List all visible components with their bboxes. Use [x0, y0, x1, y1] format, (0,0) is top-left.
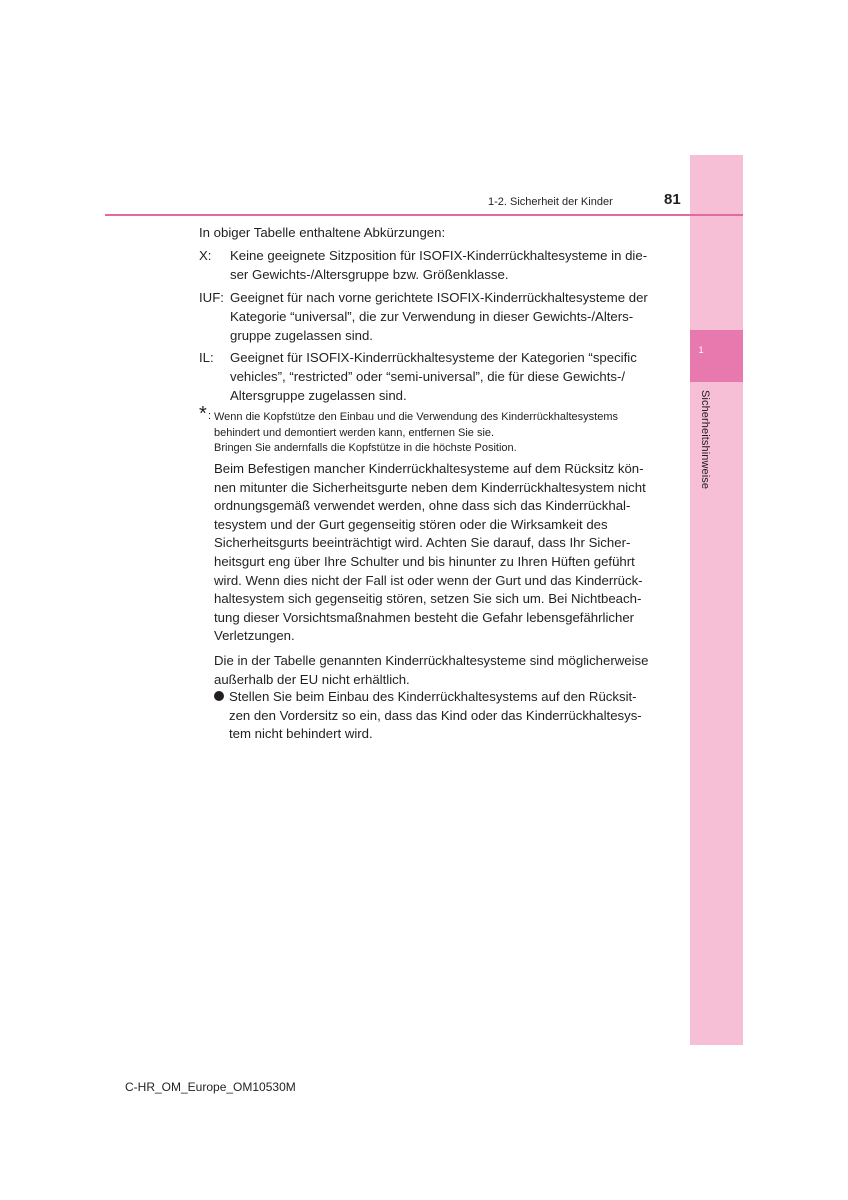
definition-line: ser Gewichts-/Altersgruppe bzw. Größenklasse. — [230, 267, 509, 282]
bullet-icon — [214, 691, 224, 701]
side-tab — [690, 155, 743, 1045]
bullet-line: tem nicht behindert wird. — [229, 726, 373, 742]
definition-line: Geeignet für nach vorne gerichtete ISOFIX-Kinderrückhaltesysteme der — [230, 290, 648, 305]
paragraph-line: außerhalb der EU nicht erhältlich. — [214, 671, 410, 687]
paragraph-line: tung dieser Vorsichtsmaßnahmen besteht die Gefahr lebensgefährlicher — [214, 609, 635, 625]
chapter-number: 1 — [698, 345, 704, 355]
bullet-line: Stellen Sie beim Einbau des Kinderrückhaltesystems auf den Rücksit- — [229, 689, 637, 704]
section-label: 1-2. Sicherheit der Kinder — [488, 196, 613, 208]
abbreviation-definition-x — [230, 246, 658, 284]
footnote-colon: : — [208, 410, 212, 422]
header-rule — [105, 214, 743, 216]
seatbelt-warning-paragraph — [214, 460, 658, 646]
paragraph-line: Sicherheitsgurts beeinträchtigt wird. Achten Sie darauf, dass Ihr Sicher- — [214, 535, 631, 551]
paragraph-line: haltesystem sich gegenseitig stören, setzen Sie sich um. Bei Nichtbeach- — [214, 591, 642, 607]
footnote-line: Bringen Sie andernfalls die Kopfstütze in die höchste Position. — [214, 442, 517, 454]
chapter-title: Sicherheitshinweise — [699, 390, 711, 490]
abbreviation-term-x: X: — [199, 248, 212, 263]
paragraph-line: Die in der Tabelle genannten Kinderrückhaltesysteme sind möglicherweise — [214, 653, 649, 668]
definition-line: Keine geeignete Sitzposition für ISOFIX-Kinderrückhaltesysteme in die- — [230, 248, 648, 263]
paragraph-line: ordnungsgemäß verwendet werden, ohne dass sich das Kinderrückhal- — [214, 498, 631, 514]
abbreviation-definition-il — [230, 348, 658, 405]
definition-line: Geeignet für ISOFIX-Kinderrückhaltesysteme der Kategorien “specific — [230, 350, 637, 365]
abbreviations-intro: In obiger Tabelle enthaltene Abkürzungen: — [199, 225, 446, 240]
paragraph-line: tesystem und der Gurt gegenseitig stören oder die Wirksamkeit des — [214, 516, 608, 532]
paragraph-line: wird. Wenn dies nicht der Fall ist oder wenn der Gurt und das Kinderrück- — [214, 572, 643, 588]
footnote-marker: * — [199, 403, 207, 425]
bullet-item — [229, 688, 658, 744]
paragraph-line: heitsgurt eng über Ihre Schulter und bis hinunter zu Ihren Hüften geführt — [214, 553, 635, 569]
footnote-line: Wenn die Kopfstütze den Einbau und die Verwendung des Kinderrückhaltesystems — [214, 411, 618, 423]
definition-line: Altersgruppe zugelassen sind. — [230, 388, 407, 403]
definition-line: gruppe zugelassen sind. — [230, 328, 373, 343]
page-number: 81 — [664, 191, 681, 208]
footnote-line: behindert und demontiert werden kann, entfernen Sie sie. — [214, 426, 495, 439]
availability-paragraph — [214, 652, 658, 689]
chapter-tab-marker — [690, 330, 743, 382]
abbreviation-definition-iuf — [230, 288, 658, 345]
paragraph-line: Beim Befestigen mancher Kinderrückhaltesysteme auf dem Rücksitz kön- — [214, 461, 644, 476]
footnote-text — [214, 410, 660, 457]
definition-line: Kategorie “universal”, die zur Verwendung in dieser Gewichts-/Alters- — [230, 309, 634, 324]
paragraph-line: Verletzungen. — [214, 628, 295, 644]
abbreviation-term-iuf: IUF: — [199, 290, 224, 305]
document-code: C-HR_OM_Europe_OM10530M — [125, 1080, 296, 1094]
definition-line: vehicles”, “restricted” oder “semi-universal”, die für diese Gewichts-/ — [230, 369, 626, 384]
paragraph-line: nen mitunter die Sicherheitsgurte neben dem Kinderrückhaltesystem nicht — [214, 479, 646, 495]
abbreviation-term-il: IL: — [199, 350, 214, 365]
bullet-line: zen den Vordersitz so ein, dass das Kind oder das Kinderrückhaltesys- — [229, 707, 642, 723]
